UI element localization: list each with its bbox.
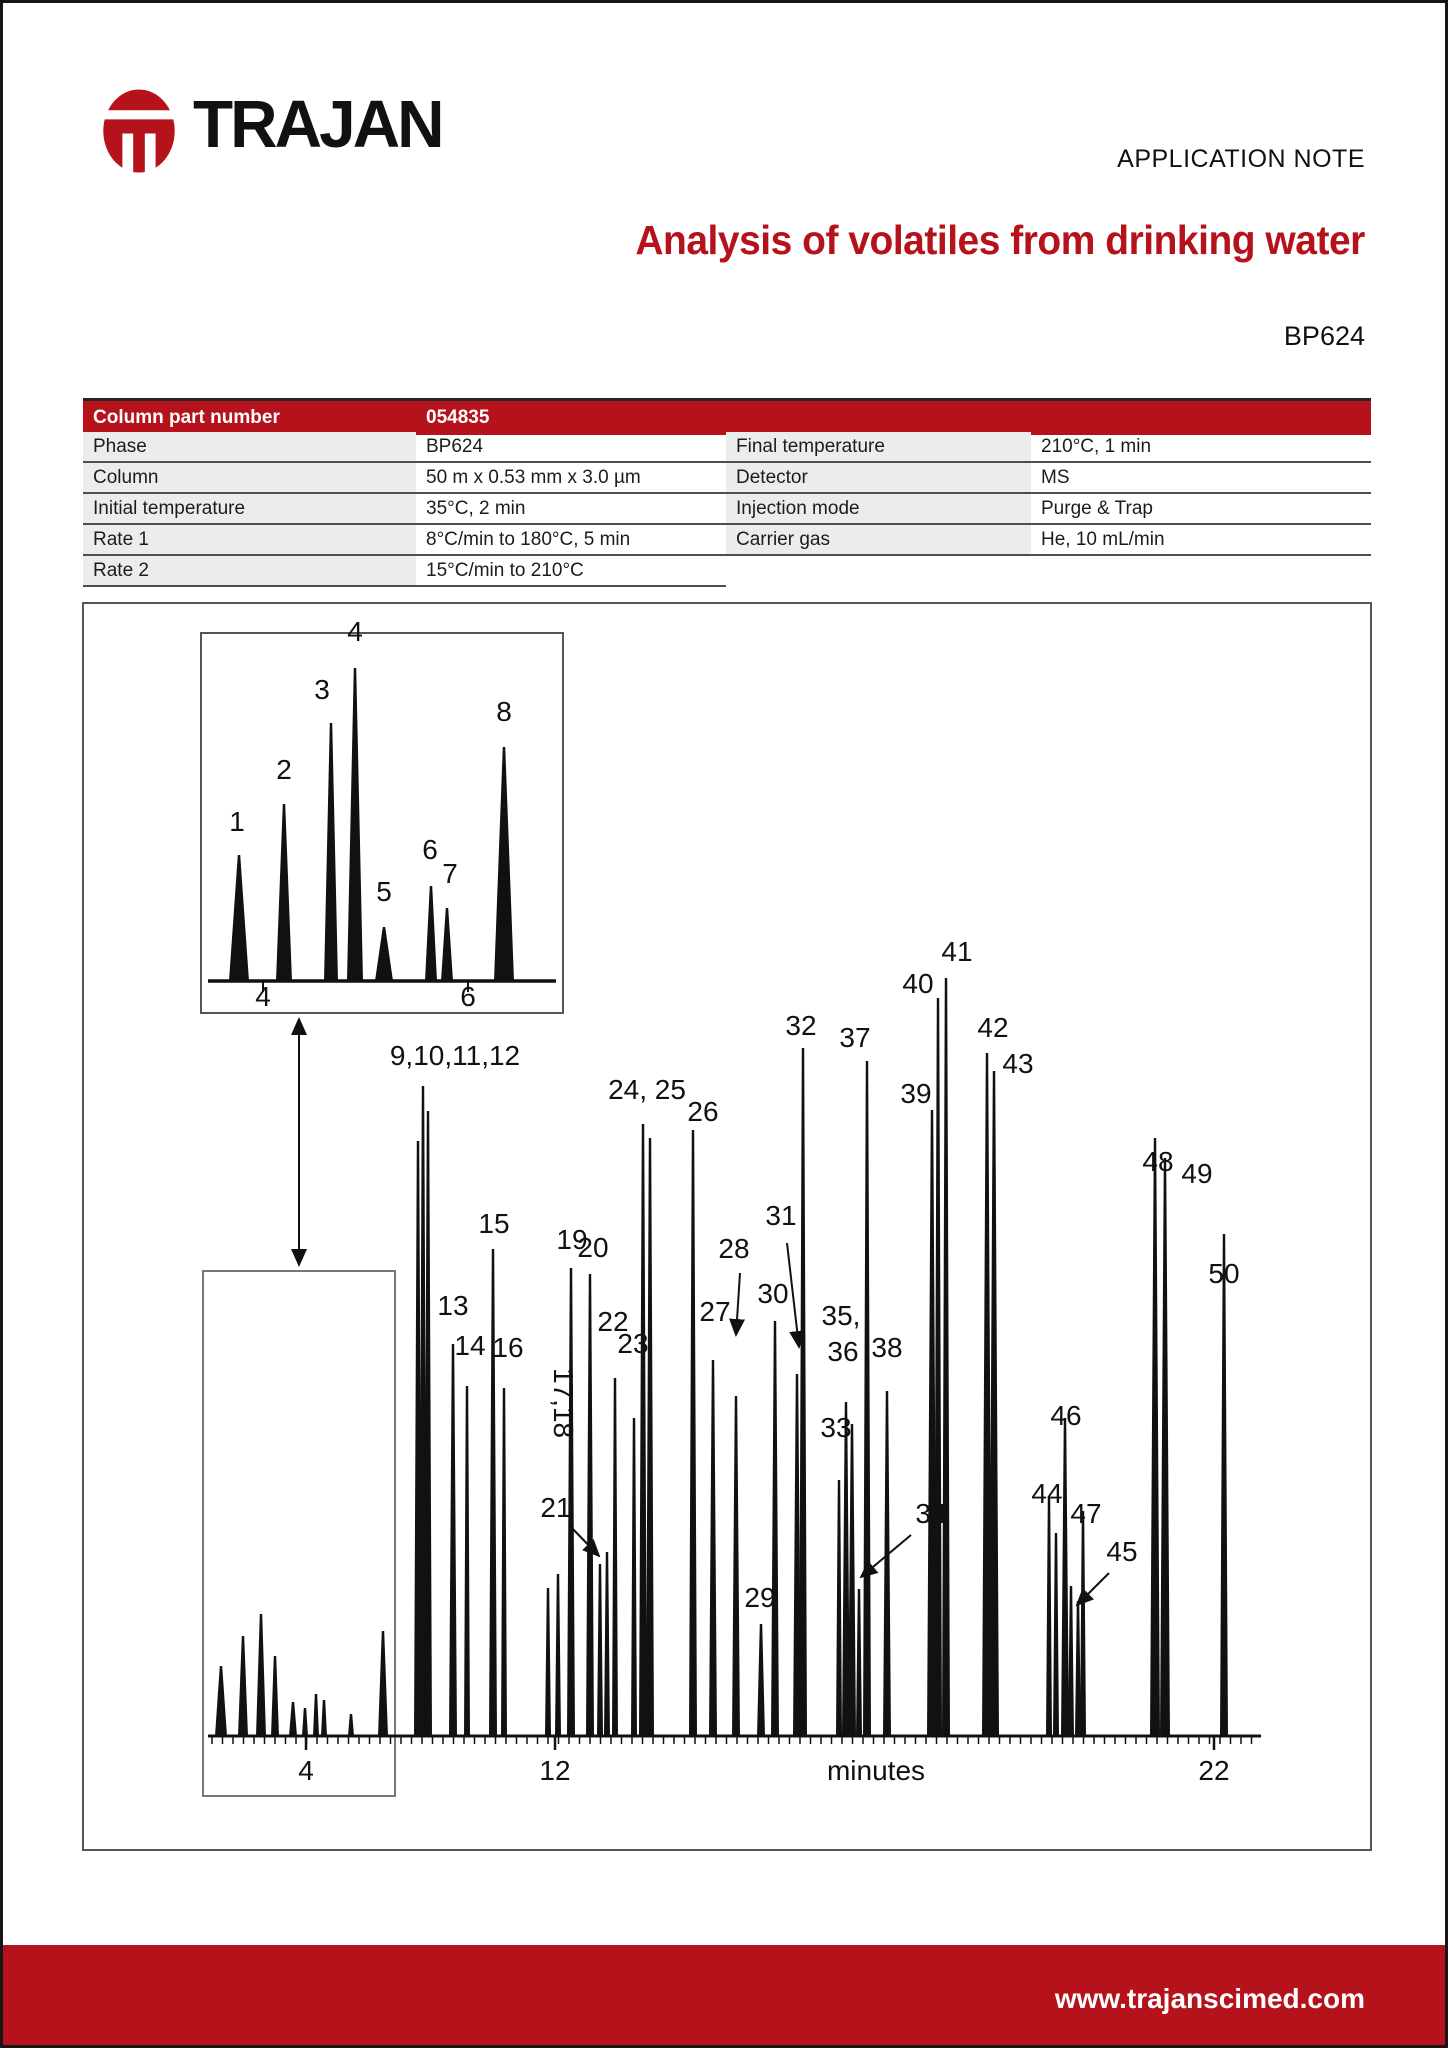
peak-label: 38 <box>871 1332 903 1363</box>
chromatogram-peak <box>238 1636 248 1736</box>
peak-label: 46 <box>1050 1400 1082 1431</box>
peak-label: 4 <box>347 616 363 647</box>
peak-label: 8 <box>496 696 512 727</box>
chromatogram-peak <box>1053 1533 1059 1736</box>
spec-header-label: Column part number <box>93 407 280 428</box>
peak-label: 29 <box>744 1582 776 1613</box>
peak-label: 36 <box>827 1336 859 1367</box>
chromatogram-peak <box>302 1708 308 1736</box>
zoom-region-box <box>203 1271 395 1796</box>
spec-header-value: 054835 <box>426 407 490 428</box>
table-cell-value: BP624 <box>426 436 484 457</box>
brand-wordmark: TRAJAN <box>193 87 442 162</box>
chromatogram-peak <box>856 1589 862 1736</box>
peak-label: 28 <box>718 1233 750 1264</box>
peak-label: 3 <box>314 674 330 705</box>
chromatogram-peak <box>934 998 942 1736</box>
chromatogram-peak <box>1075 1601 1081 1736</box>
chromatogram-peak <box>501 1388 507 1736</box>
peak-label: 41 <box>941 936 973 967</box>
peak-label: 22 <box>597 1306 629 1337</box>
peak-label: 4 <box>298 1755 314 1786</box>
chromatogram-peak <box>631 1418 637 1736</box>
chromatogram-peak <box>689 1130 697 1736</box>
peak-label: 39 <box>900 1078 932 1109</box>
table-cell-value: 210°C, 1 min <box>1041 436 1152 457</box>
table-cell-label: Rate 1 <box>83 525 416 554</box>
chromatogram-peak <box>449 1344 457 1736</box>
inset-peak <box>276 804 292 981</box>
peak-label: 30 <box>757 1278 789 1309</box>
chromatogram-peak <box>989 1071 999 1736</box>
table-cell-label: Detector <box>726 463 1031 492</box>
chromatogram-peak <box>757 1624 765 1736</box>
peak-label: 5 <box>376 876 392 907</box>
chromatogram-peak <box>942 978 950 1736</box>
inset-peak <box>347 668 363 981</box>
chromatogram-peak <box>771 1321 779 1736</box>
peak-label: 22 <box>1198 1755 1230 1786</box>
table-cell-label: Carrier gas <box>726 525 1031 554</box>
chromatogram-peak <box>1220 1234 1228 1736</box>
chromatogram-peak <box>545 1588 551 1736</box>
peak-label: 40 <box>902 968 934 999</box>
peak-label: 23 <box>617 1328 649 1359</box>
chromatogram-peak <box>215 1666 227 1736</box>
peak-label: 14 <box>454 1330 486 1361</box>
chromatogram-peak <box>586 1274 594 1736</box>
table-cell-label: Initial temperature <box>83 494 416 523</box>
peak-label: 34 <box>915 1498 947 1529</box>
application-note-label: APPLICATION NOTE <box>1117 145 1365 173</box>
peak-label: 31 <box>765 1200 797 1231</box>
peak-label: 43 <box>1002 1048 1034 1079</box>
chromatogram-peak <box>612 1378 618 1736</box>
inset-peak <box>441 908 453 981</box>
chromatogram-figure <box>3 3 1448 2048</box>
chromatogram-peak <box>1150 1138 1160 1736</box>
peak-28-arrow <box>736 1273 740 1335</box>
inset-peak <box>229 855 249 981</box>
table-cell-value: MS <box>1041 467 1070 488</box>
peak-label: 21 <box>540 1492 572 1523</box>
peak-label: 9,10,11,12 <box>389 1040 521 1071</box>
chromatogram-peak <box>646 1138 654 1736</box>
peak-label: 27 <box>699 1296 731 1327</box>
peak-label: 20 <box>577 1232 609 1263</box>
peak-label: 13 <box>437 1290 469 1321</box>
chromatogram-peak <box>1068 1586 1074 1736</box>
chromatogram-peak <box>639 1124 647 1736</box>
chromatogram-peak <box>732 1396 740 1736</box>
peak-label: 47 <box>1070 1498 1102 1529</box>
peak-label: 6 <box>422 834 438 865</box>
chromatogram-peak <box>464 1386 470 1736</box>
table-cell-value: 8°C/min to 180°C, 5 min <box>426 529 631 550</box>
table-cell-label: Injection mode <box>726 494 1031 523</box>
table-cell-label: Final temperature <box>726 432 1031 461</box>
chromatogram-peak <box>1160 1158 1170 1736</box>
chromatogram-peak <box>313 1694 319 1736</box>
peak-label: 15 <box>478 1208 510 1239</box>
peak-label: 4 <box>255 981 271 1012</box>
table-cell-value: 15°C/min to 210°C <box>426 560 584 581</box>
chromatogram-peak <box>1080 1511 1086 1736</box>
chromatogram-peak <box>271 1656 279 1736</box>
chromatogram-peak <box>709 1360 717 1736</box>
chromatogram-peak <box>1046 1498 1052 1736</box>
table-cell-label: Phase <box>83 432 416 461</box>
peak-label: 44 <box>1031 1478 1063 1509</box>
peak-label: 49 <box>1181 1158 1213 1189</box>
chromatogram-peak <box>1061 1418 1069 1736</box>
table-cell-label: Rate 2 <box>83 556 416 585</box>
peak-label: 32 <box>785 1010 817 1041</box>
page-title: Analysis of volatiles from drinking water <box>635 217 1365 263</box>
chromatogram-peak <box>555 1574 561 1736</box>
chromatogram-peak <box>489 1249 497 1736</box>
chromatogram-peak <box>348 1714 354 1736</box>
chromatogram-peak <box>597 1564 603 1736</box>
chromatogram-peak <box>256 1614 266 1736</box>
footer-website-link[interactable]: www.trajanscimed.com <box>1054 1983 1365 2014</box>
inset-peak <box>494 747 514 981</box>
peak-label: 35, <box>821 1300 861 1331</box>
peak-label: 19 <box>556 1224 588 1255</box>
peak-label: 45 <box>1106 1536 1138 1567</box>
peak-label: 42 <box>977 1012 1009 1043</box>
peak-label: 7 <box>442 858 458 889</box>
column-phase-subtitle: BP624 <box>1283 321 1365 351</box>
chromatogram-peak <box>848 1424 856 1736</box>
peak-label: 24, 25 <box>608 1074 686 1105</box>
chromatogram-peak <box>321 1700 327 1736</box>
chromatogram-peak <box>604 1552 610 1736</box>
chromatogram-peak <box>836 1480 842 1736</box>
peak-label: 37 <box>839 1022 871 1053</box>
peak-label: 12 <box>539 1755 571 1786</box>
peak-31-arrow <box>787 1243 799 1347</box>
peak-label: 2 <box>276 754 292 785</box>
chromatogram-peak <box>883 1391 891 1736</box>
peak-label: 6 <box>460 981 476 1012</box>
chromatogram-peak <box>799 1048 807 1736</box>
peak-label: 17,18 <box>548 1367 579 1439</box>
chromatogram-peak <box>289 1702 297 1736</box>
inset-peak <box>324 723 338 981</box>
peak-label: minutes <box>826 1755 926 1786</box>
peak-label: 33 <box>820 1412 852 1443</box>
inset-peak <box>425 886 437 981</box>
peak-label: 48 <box>1142 1146 1174 1177</box>
table-cell-value: He, 10 mL/min <box>1041 529 1165 550</box>
table-cell-label: Column <box>83 463 416 492</box>
peak-label: 16 <box>492 1332 524 1363</box>
table-cell-value: Purge & Trap <box>1041 498 1153 519</box>
peak-label: 26 <box>687 1096 719 1127</box>
inset-peak <box>375 927 393 981</box>
chromatogram-peak <box>378 1631 388 1736</box>
table-cell-value: 35°C, 2 min <box>426 498 526 519</box>
peak-label: 50 <box>1208 1258 1240 1289</box>
peak-label: 1 <box>229 806 245 837</box>
chromatogram-peak <box>863 1061 871 1736</box>
table-cell-value: 50 m x 0.53 mm x 3.0 µm <box>426 467 641 488</box>
